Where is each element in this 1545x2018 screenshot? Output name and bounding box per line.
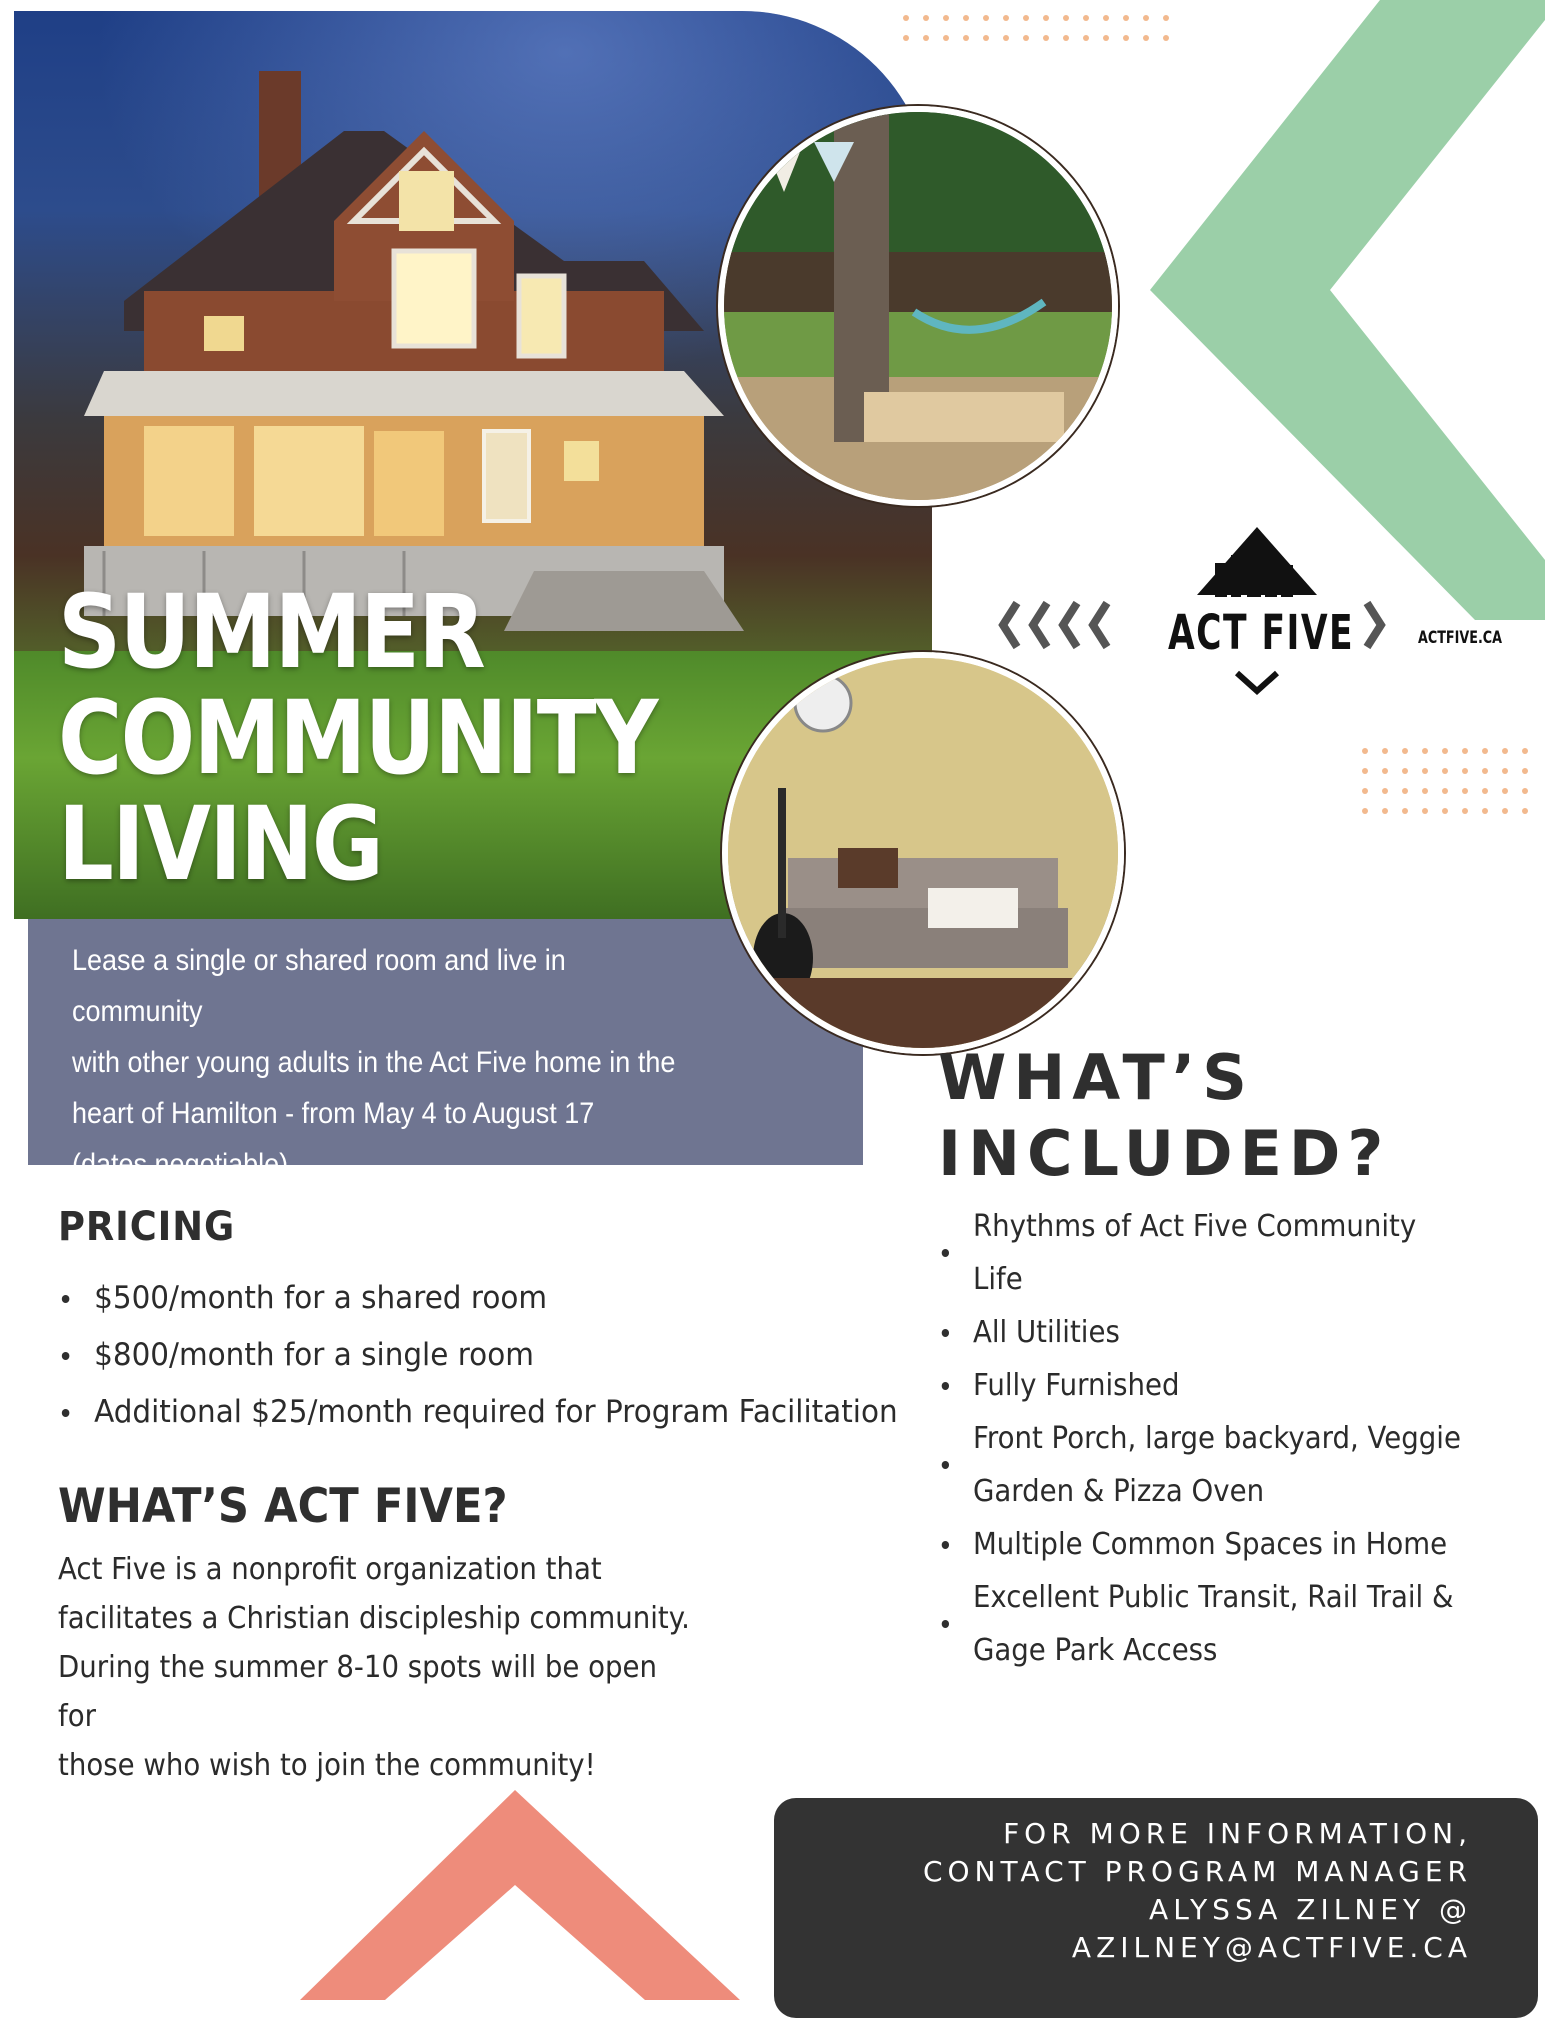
included-heading bbox=[938, 1040, 1390, 1192]
lease-line-3: heart of Hamilton - from May 4 to August 17 bbox=[72, 1097, 595, 1130]
hero-title-line-1: SUMMER bbox=[58, 573, 485, 692]
backyard-photo bbox=[718, 106, 1118, 506]
pricing-list bbox=[58, 1270, 938, 1441]
included-list bbox=[938, 1200, 1518, 1677]
pricing-heading: PRICING bbox=[58, 1204, 236, 1250]
living-room-illustration bbox=[728, 658, 1118, 1048]
lease-line-1: Lease a single or shared room and live in community bbox=[72, 944, 566, 1028]
included-item: Excellent Public Transit, Rail Trail & Gage Park Access bbox=[938, 1571, 1472, 1677]
about-line-3: During the summer 8-10 spots will be open for bbox=[58, 1650, 658, 1734]
lease-description bbox=[72, 935, 702, 1190]
hero-title bbox=[58, 573, 657, 904]
backyard-illustration bbox=[724, 112, 1112, 500]
included-item: Rhythms of Act Five Community Life bbox=[938, 1200, 1472, 1306]
pricing-item: $800/month for a single room bbox=[58, 1327, 894, 1384]
contact-email[interactable]: AZILNEY@ACTFIVE.CA bbox=[1071, 1931, 1472, 1964]
dot-pattern-right bbox=[1360, 746, 1545, 821]
about-heading: WHAT’S ACT FIVE? bbox=[58, 1479, 508, 1534]
logo-wordmark: ACT FIVE bbox=[1168, 605, 1355, 661]
dot-pattern-top bbox=[902, 12, 1182, 48]
about-description bbox=[58, 1545, 702, 1790]
included-heading-line-1: WHAT’S bbox=[938, 1041, 1254, 1114]
pricing-item: Additional $25/month required for Program Facilitation bbox=[58, 1384, 894, 1441]
contact-line-3: ALYSSA ZILNEY @ bbox=[1149, 1893, 1472, 1926]
house-illustration bbox=[84, 71, 784, 631]
logo-url: ACTFIVE.CA bbox=[1418, 628, 1503, 648]
contact-line-1: FOR MORE INFORMATION, bbox=[1003, 1817, 1472, 1850]
hero-title-line-2: COMMUNITY bbox=[58, 679, 657, 798]
included-item: Fully Furnished bbox=[938, 1359, 1472, 1412]
lease-line-2: with other young adults in the Act Five home in the bbox=[72, 1046, 676, 1079]
hero-title-line-3: LIVING bbox=[58, 785, 383, 904]
contact-line-2: CONTACT PROGRAM MANAGER bbox=[922, 1855, 1472, 1888]
about-line-1: Act Five is a nonprofit organization that bbox=[58, 1552, 602, 1587]
included-heading-line-2: INCLUDED? bbox=[938, 1117, 1391, 1190]
about-line-2: facilitates a Christian discipleship community. bbox=[58, 1601, 690, 1636]
pricing-item: $500/month for a shared room bbox=[58, 1270, 894, 1327]
salmon-chevron-decoration bbox=[300, 1790, 740, 2000]
included-item: Multiple Common Spaces in Home bbox=[938, 1518, 1472, 1571]
included-item: Front Porch, large backyard, Veggie Garden & Pizza Oven bbox=[938, 1412, 1472, 1518]
lease-line-4: (dates negotiable) bbox=[72, 1148, 289, 1181]
included-item: All Utilities bbox=[938, 1306, 1472, 1359]
contact-info bbox=[800, 1815, 1472, 1967]
about-line-4: those who wish to join the community! bbox=[58, 1748, 596, 1783]
